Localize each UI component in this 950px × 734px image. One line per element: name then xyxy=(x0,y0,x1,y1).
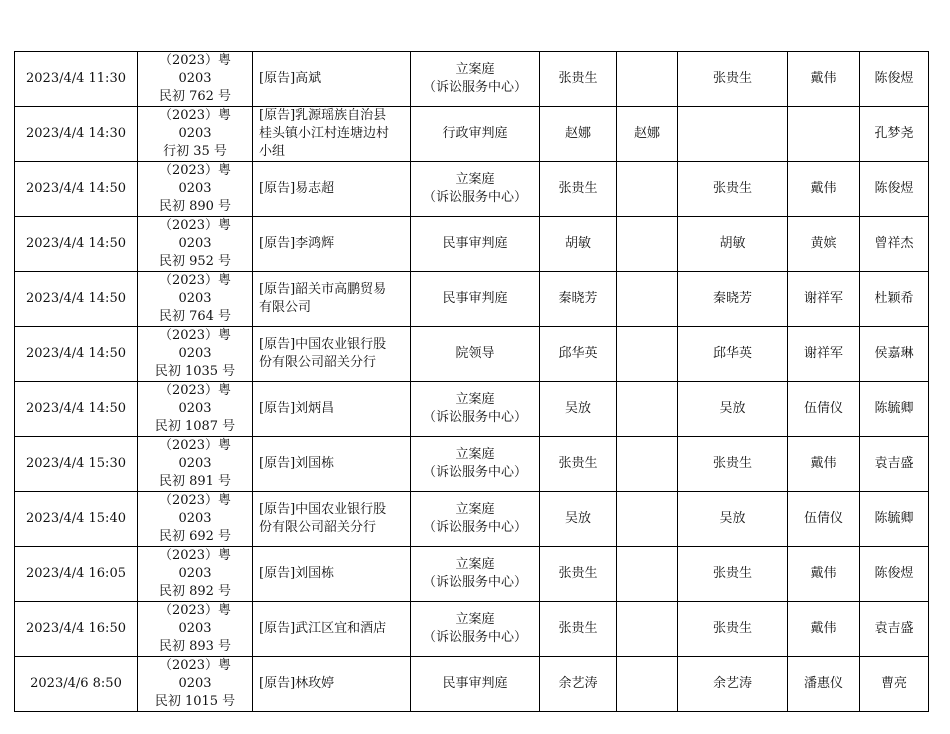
case-number-line: （2023）粤 0203 xyxy=(158,603,232,636)
department-line: 民事审判庭 xyxy=(442,236,508,251)
party-cell xyxy=(253,547,411,602)
case-number-line: （2023）粤 0203 xyxy=(158,383,232,416)
case-number-cell xyxy=(138,52,253,107)
case-number-cell xyxy=(138,327,253,382)
presiding-judge-cell: 余艺涛 xyxy=(678,657,788,712)
table-body xyxy=(15,52,929,712)
party-line: [原告]中国农业银行股 xyxy=(259,337,387,352)
hearing-time-cell: 2023/4/4 14:30 xyxy=(15,107,138,162)
party-line: [原告]武江区宜和酒店 xyxy=(259,621,387,636)
party-line: 有限公司 xyxy=(259,300,312,315)
case-number-cell xyxy=(138,602,253,657)
department-cell xyxy=(411,107,540,162)
judge-assistant-cell xyxy=(788,107,860,162)
judge-assistant-cell: 谢祥军 xyxy=(788,272,860,327)
clerk-cell: 曹亮 xyxy=(860,657,929,712)
party-line: [原告]林玫婷 xyxy=(259,676,335,691)
judge-cell: 余艺涛 xyxy=(540,657,617,712)
presiding-judge-cell: 吴放 xyxy=(678,382,788,437)
judge-assistant-cell: 戴伟 xyxy=(788,162,860,217)
party-line: [原告]中国农业银行股 xyxy=(259,502,387,517)
case-number-line: 民初 892 号 xyxy=(158,584,232,599)
case-number-line: 民初 890 号 xyxy=(158,199,232,214)
panel-member-cell xyxy=(617,492,678,547)
judge-cell: 张贵生 xyxy=(540,602,617,657)
party-cell xyxy=(253,272,411,327)
hearing-time-cell: 2023/4/4 16:05 xyxy=(15,547,138,602)
hearing-time-cell: 2023/4/4 15:40 xyxy=(15,492,138,547)
table-row xyxy=(15,272,929,327)
department-line: 立案庭 xyxy=(455,172,495,187)
department-cell xyxy=(411,162,540,217)
case-number-cell xyxy=(138,437,253,492)
table-row xyxy=(15,162,929,217)
clerk-cell: 陈毓卿 xyxy=(860,382,929,437)
table-row xyxy=(15,52,929,107)
presiding-judge-cell: 邱华英 xyxy=(678,327,788,382)
presiding-judge-cell: 张贵生 xyxy=(678,52,788,107)
hearing-time-cell: 2023/4/4 14:50 xyxy=(15,217,138,272)
department-cell xyxy=(411,437,540,492)
table-row xyxy=(15,327,929,382)
party-cell xyxy=(253,492,411,547)
presiding-judge-cell: 胡敏 xyxy=(678,217,788,272)
judge-assistant-cell: 谢祥军 xyxy=(788,327,860,382)
party-cell xyxy=(253,162,411,217)
party-cell xyxy=(253,657,411,712)
presiding-judge-cell: 吴放 xyxy=(678,492,788,547)
party-line: 份有限公司韶关分行 xyxy=(259,520,377,535)
table-row xyxy=(15,492,929,547)
case-number-cell xyxy=(138,107,253,162)
presiding-judge-cell: 张贵生 xyxy=(678,602,788,657)
hearing-time-cell: 2023/4/4 11:30 xyxy=(15,52,138,107)
panel-member-cell xyxy=(617,602,678,657)
clerk-cell: 孔梦尧 xyxy=(860,107,929,162)
department-line: （诉讼服务中心） xyxy=(422,520,527,535)
party-line: [原告]韶关市高鹏贸易 xyxy=(259,282,387,297)
judge-assistant-cell: 黄嫔 xyxy=(788,217,860,272)
table-row xyxy=(15,657,929,712)
department-cell xyxy=(411,272,540,327)
case-number-cell xyxy=(138,547,253,602)
party-line: [原告]刘国栋 xyxy=(259,456,335,471)
table-row xyxy=(15,547,929,602)
department-line: 立案庭 xyxy=(455,62,495,77)
case-number-line: （2023）粤 0203 xyxy=(158,328,232,361)
presiding-judge-cell xyxy=(678,107,788,162)
clerk-cell: 侯嘉琳 xyxy=(860,327,929,382)
table-row xyxy=(15,382,929,437)
case-number-line: 行初 35 号 xyxy=(163,144,227,159)
judge-cell: 吴放 xyxy=(540,382,617,437)
panel-member-cell xyxy=(617,217,678,272)
judge-cell: 吴放 xyxy=(540,492,617,547)
department-line: （诉讼服务中心） xyxy=(422,190,527,205)
presiding-judge-cell: 秦晓芳 xyxy=(678,272,788,327)
case-number-cell xyxy=(138,492,253,547)
clerk-cell: 陈俊煜 xyxy=(860,547,929,602)
judge-cell: 张贵生 xyxy=(540,547,617,602)
department-line: 立案庭 xyxy=(455,557,495,572)
case-number-line: 民初 1015 号 xyxy=(154,694,236,709)
case-number-cell xyxy=(138,217,253,272)
party-line: [原告]高斌 xyxy=(259,71,322,86)
department-cell xyxy=(411,327,540,382)
clerk-cell: 陈俊煜 xyxy=(860,52,929,107)
case-number-cell xyxy=(138,382,253,437)
party-cell xyxy=(253,217,411,272)
panel-member-cell xyxy=(617,162,678,217)
department-cell xyxy=(411,382,540,437)
table-row xyxy=(15,437,929,492)
hearing-time-cell: 2023/4/4 15:30 xyxy=(15,437,138,492)
judge-assistant-cell: 潘惠仪 xyxy=(788,657,860,712)
hearing-time-cell: 2023/4/4 16:50 xyxy=(15,602,138,657)
panel-member-cell xyxy=(617,52,678,107)
panel-member-cell xyxy=(617,382,678,437)
party-cell xyxy=(253,602,411,657)
hearing-time-cell: 2023/4/4 14:50 xyxy=(15,272,138,327)
clerk-cell: 袁吉盛 xyxy=(860,437,929,492)
party-line: [原告]乳源瑶族自治县 xyxy=(259,108,387,123)
department-cell xyxy=(411,657,540,712)
department-line: 院领导 xyxy=(455,346,495,361)
judge-assistant-cell: 戴伟 xyxy=(788,437,860,492)
party-line: [原告]李鸿辉 xyxy=(259,236,335,251)
table-row xyxy=(15,217,929,272)
case-number-line: 民初 764 号 xyxy=(158,309,232,324)
judge-cell: 张贵生 xyxy=(540,162,617,217)
party-cell xyxy=(253,327,411,382)
party-cell xyxy=(253,52,411,107)
panel-member-cell xyxy=(617,547,678,602)
case-number-line: 民初 891 号 xyxy=(158,474,232,489)
panel-member-cell xyxy=(617,437,678,492)
judge-assistant-cell: 戴伟 xyxy=(788,547,860,602)
case-number-line: 民初 1035 号 xyxy=(154,364,236,379)
hearing-schedule-table xyxy=(14,51,929,712)
case-number-line: （2023）粤 0203 xyxy=(158,53,232,86)
case-number-line: 民初 1087 号 xyxy=(154,419,236,434)
department-line: 民事审判庭 xyxy=(442,291,508,306)
department-cell xyxy=(411,547,540,602)
clerk-cell: 陈毓卿 xyxy=(860,492,929,547)
case-number-line: （2023）粤 0203 xyxy=(158,548,232,581)
department-line: 行政审判庭 xyxy=(442,126,508,141)
party-line: 小组 xyxy=(259,144,286,159)
table-row xyxy=(15,107,929,162)
hearing-time-cell: 2023/4/6 8:50 xyxy=(15,657,138,712)
party-line: 桂头镇小江村连塘边村 xyxy=(259,126,390,141)
presiding-judge-cell: 张贵生 xyxy=(678,162,788,217)
hearing-time-cell: 2023/4/4 14:50 xyxy=(15,382,138,437)
party-line: 份有限公司韶关分行 xyxy=(259,355,377,370)
case-number-line: （2023）粤 0203 xyxy=(158,108,232,141)
panel-member-cell xyxy=(617,272,678,327)
case-number-line: （2023）粤 0203 xyxy=(158,218,232,251)
department-cell xyxy=(411,217,540,272)
judge-cell: 赵娜 xyxy=(540,107,617,162)
judge-cell: 胡敏 xyxy=(540,217,617,272)
case-number-line: 民初 952 号 xyxy=(158,254,232,269)
case-number-line: （2023）粤 0203 xyxy=(158,438,232,471)
case-number-line: 民初 762 号 xyxy=(158,89,232,104)
judge-cell: 张贵生 xyxy=(540,437,617,492)
department-cell xyxy=(411,52,540,107)
clerk-cell: 袁吉盛 xyxy=(860,602,929,657)
party-line: [原告]刘炳昌 xyxy=(259,401,335,416)
department-line: 立案庭 xyxy=(455,502,495,517)
party-cell xyxy=(253,437,411,492)
department-line: （诉讼服务中心） xyxy=(422,410,527,425)
presiding-judge-cell: 张贵生 xyxy=(678,547,788,602)
department-line: （诉讼服务中心） xyxy=(422,630,527,645)
case-number-cell xyxy=(138,162,253,217)
judge-cell: 张贵生 xyxy=(540,52,617,107)
hearing-time-cell: 2023/4/4 14:50 xyxy=(15,162,138,217)
case-number-line: 民初 893 号 xyxy=(158,639,232,654)
department-line: 立案庭 xyxy=(455,392,495,407)
judge-cell: 秦晓芳 xyxy=(540,272,617,327)
case-number-line: 民初 692 号 xyxy=(158,529,232,544)
judge-assistant-cell: 伍倩仪 xyxy=(788,492,860,547)
case-number-line: （2023）粤 0203 xyxy=(158,493,232,526)
panel-member-cell xyxy=(617,657,678,712)
clerk-cell: 曾祥杰 xyxy=(860,217,929,272)
table-row xyxy=(15,602,929,657)
party-cell xyxy=(253,107,411,162)
hearing-time-cell: 2023/4/4 14:50 xyxy=(15,327,138,382)
clerk-cell: 陈俊煜 xyxy=(860,162,929,217)
case-number-line: （2023）粤 0203 xyxy=(158,163,232,196)
department-line: 民事审判庭 xyxy=(442,676,508,691)
party-line: [原告]刘国栋 xyxy=(259,566,335,581)
case-number-cell xyxy=(138,657,253,712)
case-number-line: （2023）粤 0203 xyxy=(158,273,232,306)
case-number-cell xyxy=(138,272,253,327)
department-line: （诉讼服务中心） xyxy=(422,465,527,480)
party-line: [原告]易志超 xyxy=(259,181,335,196)
department-line: 立案庭 xyxy=(455,447,495,462)
clerk-cell: 杜颖希 xyxy=(860,272,929,327)
department-cell xyxy=(411,492,540,547)
party-cell xyxy=(253,382,411,437)
case-number-line: （2023）粤 0203 xyxy=(158,658,232,691)
department-line: （诉讼服务中心） xyxy=(422,80,527,95)
department-cell xyxy=(411,602,540,657)
judge-assistant-cell: 戴伟 xyxy=(788,602,860,657)
presiding-judge-cell: 张贵生 xyxy=(678,437,788,492)
judge-assistant-cell: 伍倩仪 xyxy=(788,382,860,437)
department-line: 立案庭 xyxy=(455,612,495,627)
department-line: （诉讼服务中心） xyxy=(422,575,527,590)
judge-assistant-cell: 戴伟 xyxy=(788,52,860,107)
panel-member-cell xyxy=(617,327,678,382)
panel-member-cell: 赵娜 xyxy=(617,107,678,162)
judge-cell: 邱华英 xyxy=(540,327,617,382)
